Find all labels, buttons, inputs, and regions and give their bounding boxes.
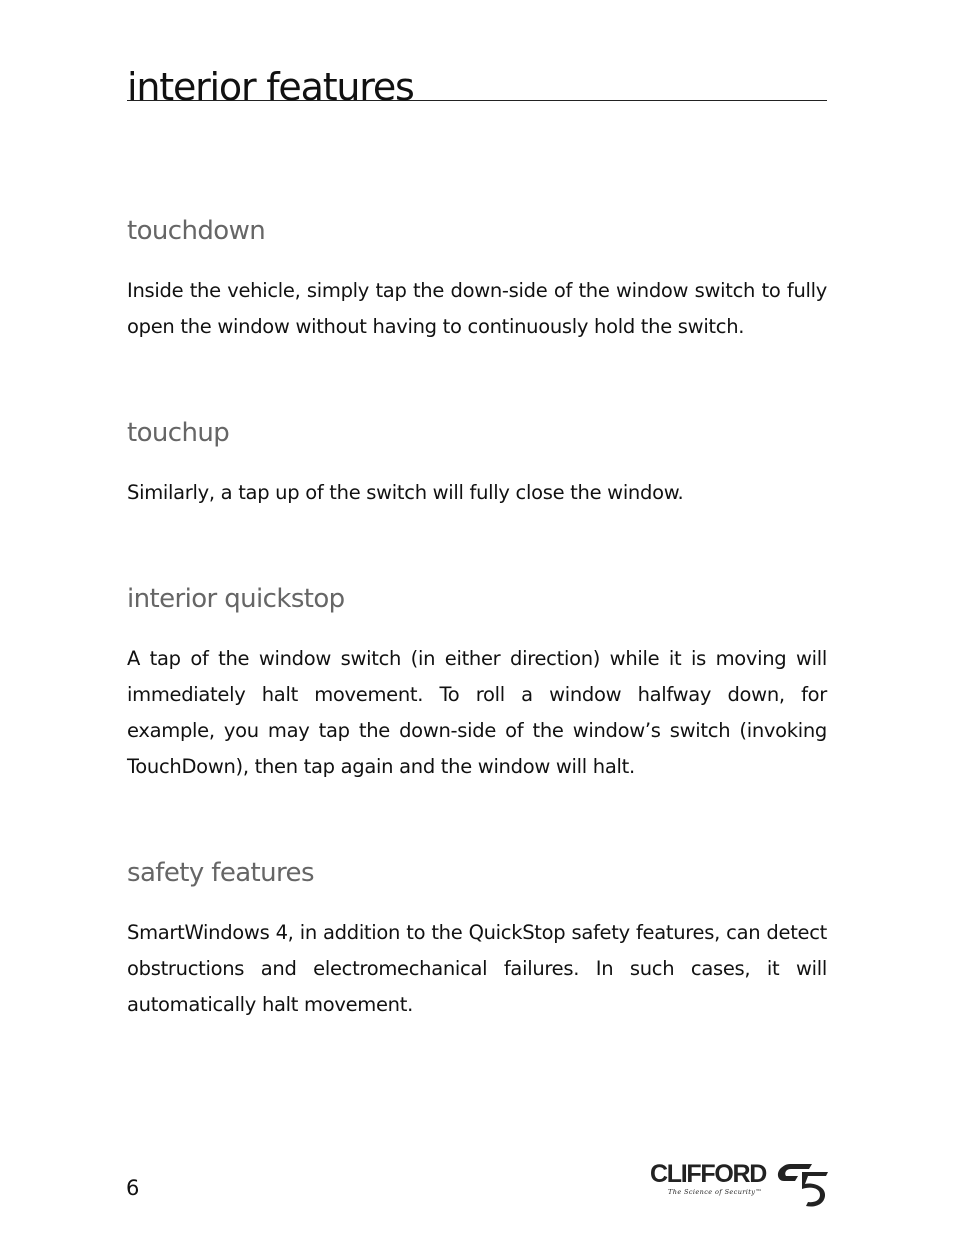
section-body: Similarly, a tap up of the switch will fully close the window. [127,481,684,504]
logo-brand: CLIFFORD [650,1160,766,1188]
section-body: SmartWindows 4, in addition to the QuickStop safety features, can detect obstructions and electromechanical failures. In such cases, it will automatically halt movement. [127,921,827,1016]
clifford-logo [650,1160,830,1210]
section-body: Inside the vehicle, simply tap the down-side of the window switch to fully open the window without having to continuously hold the switch. [127,279,827,338]
section-safety-features [127,860,827,1023]
section-heading: touchdown [127,216,266,246]
g5-logo-icon [772,1160,830,1208]
section-touchdown [127,218,827,345]
section-heading: safety features [127,858,314,888]
section-interior-quickstop [127,586,827,785]
page-number: 6 [126,1176,140,1200]
page-header [127,58,827,109]
logo-tagline: The Science of Security™ [668,1188,763,1196]
section-body: A tap of the window switch (in either direction) while it is moving will immediately halt movement. To roll a window halfway down, for example, you may tap the down-side of the window’s switch (invoking TouchDown), then tap again and the window will halt. [127,647,827,778]
page-title: interior features [127,65,414,109]
section-heading: interior quickstop [127,584,345,614]
section-heading: touchup [127,418,230,448]
section-touchup [127,420,827,511]
